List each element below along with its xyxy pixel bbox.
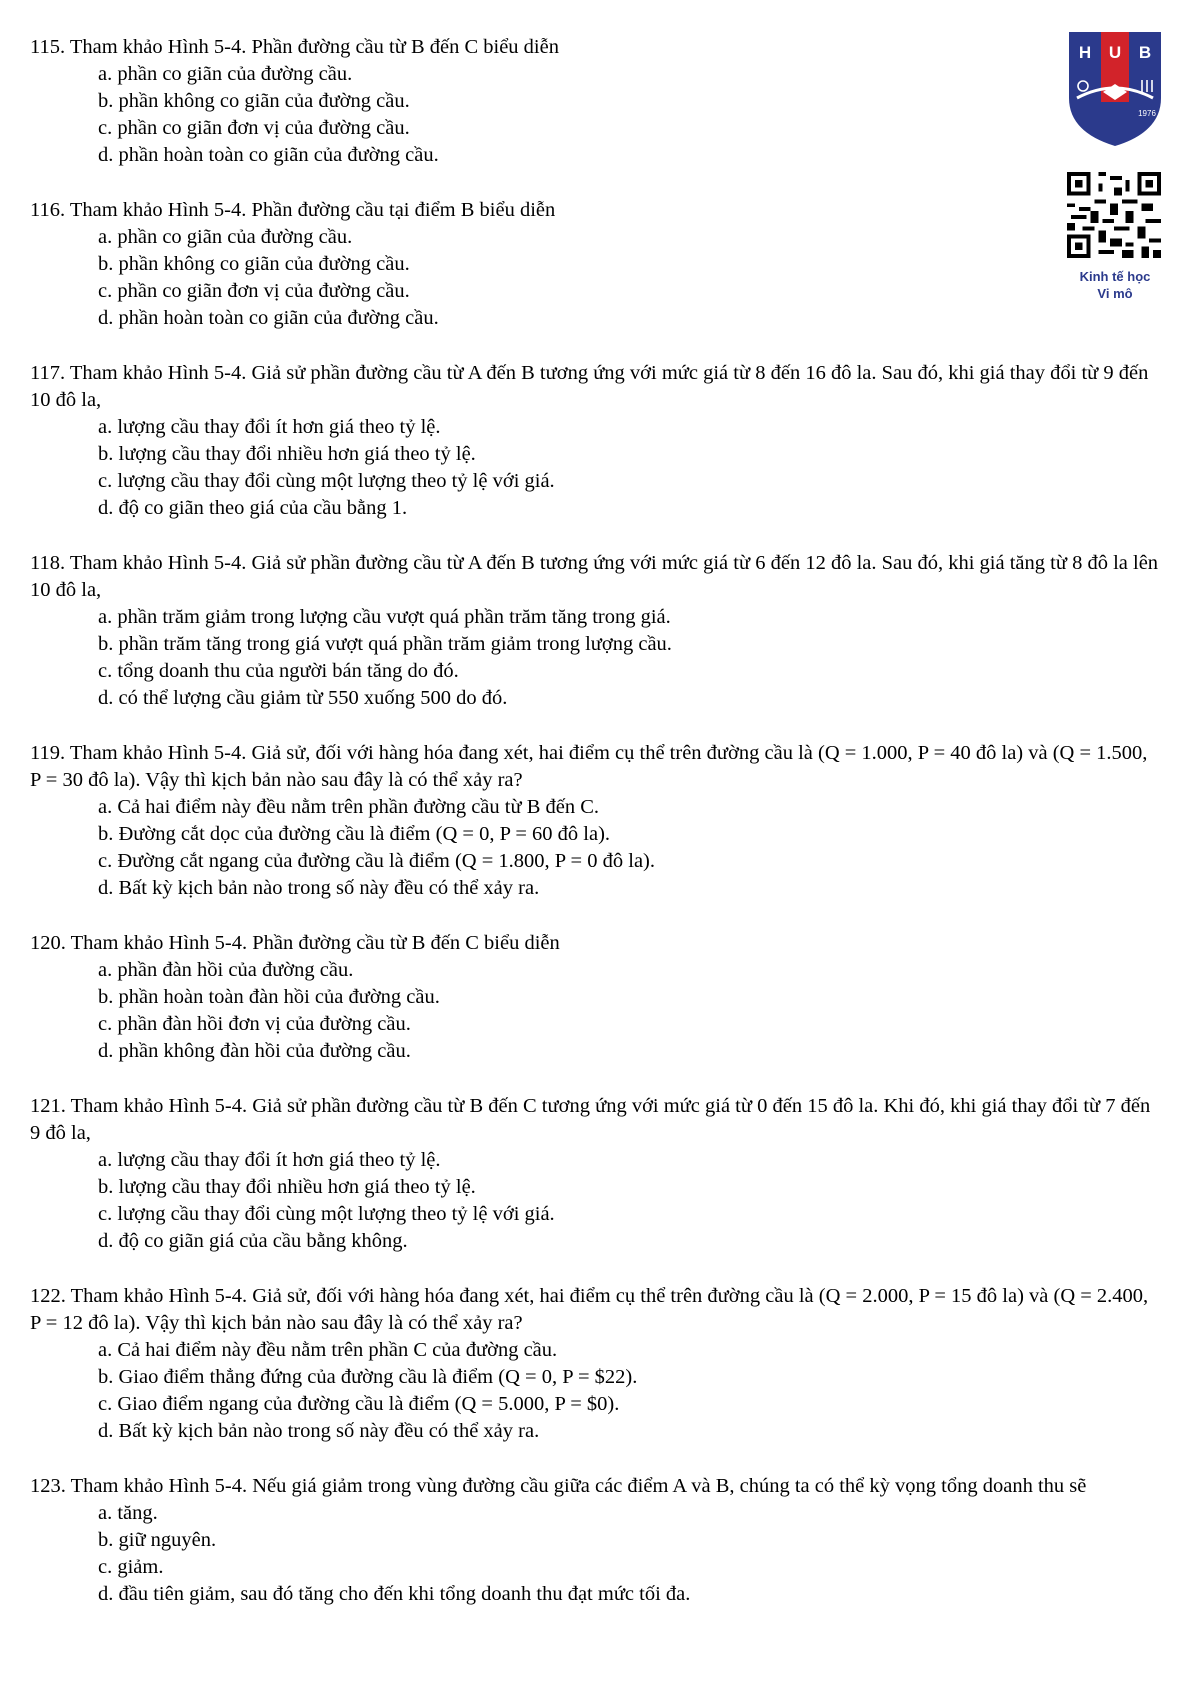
question-list xyxy=(30,34,1160,1636)
option-c: c. lượng cầu thay đổi cùng một lượng theo tỷ lệ với giá. xyxy=(98,470,555,492)
option-a: a. phần đàn hồi của đường cầu. xyxy=(98,959,354,981)
question-118 xyxy=(30,550,1160,712)
question-text: 122. Tham khảo Hình 5-4. Giả sử, đối với hàng hóa đang xét, hai điểm cụ thể trên đường cầu là (Q = 2.000, P = 15 đô la) và (Q = 2.400, P = 12 đô la). Vậy thì kịch bản nào sau đây là có thể xảy ra? xyxy=(30,1285,1149,1334)
option-d: d. độ co giãn giá của cầu bằng không. xyxy=(98,1230,408,1252)
question-121 xyxy=(30,1093,1160,1255)
option-c: c. Giao điểm ngang của đường cầu là điểm (Q = 5.000, P = $0). xyxy=(98,1393,620,1415)
option-b: b. phần trăm tăng trong giá vượt quá phần trăm giảm trong lượng cầu. xyxy=(98,633,672,655)
option-c: c. phần co giãn đơn vị của đường cầu. xyxy=(98,117,410,139)
option-b: b. lượng cầu thay đổi nhiều hơn giá theo tỷ lệ. xyxy=(98,443,476,465)
option-d: d. Bất kỳ kịch bản nào trong số này đều có thể xảy ra. xyxy=(98,877,540,899)
option-c: c. giảm. xyxy=(98,1556,164,1578)
question-text: 117. Tham khảo Hình 5-4. Giả sử phần đường cầu từ A đến B tương ứng với mức giá từ 8 đến 16 đô la. Sau đó, khi giá thay đổi từ 9 đến 10 đô la, xyxy=(30,362,1149,411)
question-120 xyxy=(30,930,1160,1065)
option-d: d. phần hoàn toàn co giãn của đường cầu. xyxy=(98,144,439,166)
option-d: d. đầu tiên giảm, sau đó tăng cho đến khi tổng doanh thu đạt mức tối đa. xyxy=(98,1583,691,1605)
question-text: 115. Tham khảo Hình 5-4. Phần đường cầu từ B đến C biểu diễn xyxy=(30,36,559,58)
option-a: a. Cả hai điểm này đều nằm trên phần C của đường cầu. xyxy=(98,1339,558,1361)
option-a: a. phần co giãn của đường cầu. xyxy=(98,63,353,85)
option-b: b. Đường cắt dọc của đường cầu là điểm (Q = 0, P = 60 đô la). xyxy=(98,823,611,845)
option-a: a. tăng. xyxy=(98,1502,158,1524)
option-c: c. lượng cầu thay đổi cùng một lượng theo tỷ lệ với giá. xyxy=(98,1203,555,1225)
question-text: 116. Tham khảo Hình 5-4. Phần đường cầu tại điểm B biểu diễn xyxy=(30,199,556,221)
option-d: d. phần hoàn toàn co giãn của đường cầu. xyxy=(98,307,439,329)
option-b: b. phần không co giãn của đường cầu. xyxy=(98,253,410,275)
question-text: 121. Tham khảo Hình 5-4. Giả sử phần đường cầu từ B đến C tương ứng với mức giá từ 0 đến 15 đô la. Khi đó, khi giá thay đổi từ 7 đến 9 đô la, xyxy=(30,1095,1151,1144)
option-b: b. lượng cầu thay đổi nhiều hơn giá theo tỷ lệ. xyxy=(98,1176,476,1198)
option-a: a. lượng cầu thay đổi ít hơn giá theo tỷ lệ. xyxy=(98,416,441,438)
option-d: d. có thể lượng cầu giảm từ 550 xuống 500 do đó. xyxy=(98,687,508,709)
option-b: b. giữ nguyên. xyxy=(98,1529,217,1551)
option-a: a. Cả hai điểm này đều nằm trên phần đường cầu từ B đến C. xyxy=(98,796,600,818)
question-119 xyxy=(30,740,1160,902)
question-text: 123. Tham khảo Hình 5-4. Nếu giá giảm trong vùng đường cầu giữa các điểm A và B, chúng ta có thể kỳ vọng tổng doanh thu sẽ xyxy=(30,1475,1087,1497)
option-a: a. phần co giãn của đường cầu. xyxy=(98,226,353,248)
question-117 xyxy=(30,360,1160,522)
logo-letter-h: H xyxy=(1078,43,1092,62)
option-d: d. Bất kỳ kịch bản nào trong số này đều có thể xảy ra. xyxy=(98,1420,540,1442)
option-b: b. phần không co giãn của đường cầu. xyxy=(98,90,410,112)
logo-letter-b: B xyxy=(1138,43,1152,62)
question-text: 120. Tham khảo Hình 5-4. Phần đường cầu từ B đến C biểu diễn xyxy=(30,932,560,954)
option-b: b. phần hoàn toàn đàn hồi của đường cầu. xyxy=(98,986,440,1008)
logo-letter-u: U xyxy=(1108,43,1122,62)
option-a: a. phần trăm giảm trong lượng cầu vượt quá phần trăm tăng trong giá. xyxy=(98,606,671,628)
question-text: 119. Tham khảo Hình 5-4. Giả sử, đối với hàng hóa đang xét, hai điểm cụ thể trên đường cầu là (Q = 1.000, P = 40 đô la) và (Q = 1.500, P = 30 đô la). Vậy thì kịch bản nào sau đây là có thể xảy ra? xyxy=(30,742,1148,791)
option-c: c. phần đàn hồi đơn vị của đường cầu. xyxy=(98,1013,411,1035)
option-b: b. Giao điểm thẳng đứng của đường cầu là điểm (Q = 0, P = $22). xyxy=(98,1366,638,1388)
option-c: c. phần co giãn đơn vị của đường cầu. xyxy=(98,280,410,302)
question-115 xyxy=(30,34,1160,169)
option-d: d. độ co giãn theo giá của cầu bằng 1. xyxy=(98,497,408,519)
caption-subject: Kinh tế học xyxy=(1079,269,1151,284)
question-text: 118. Tham khảo Hình 5-4. Giả sử phần đường cầu từ A đến B tương ứng với mức giá từ 6 đến 12 đô la. Sau đó, khi giá tăng từ 8 đô la lên 10 đô la, xyxy=(30,552,1159,601)
question-123 xyxy=(30,1473,1160,1608)
logo-year: 1976 xyxy=(1138,109,1156,118)
option-c: c. tổng doanh thu của người bán tăng do đó. xyxy=(98,660,459,682)
question-116 xyxy=(30,197,1160,332)
question-122 xyxy=(30,1283,1160,1445)
option-c: c. Đường cắt ngang của đường cầu là điểm (Q = 1.800, P = 0 đô la). xyxy=(98,850,655,872)
caption-subtitle: Vi mô xyxy=(1097,286,1133,301)
option-a: a. lượng cầu thay đổi ít hơn giá theo tỷ lệ. xyxy=(98,1149,441,1171)
option-d: d. phần không đàn hồi của đường cầu. xyxy=(98,1040,411,1062)
